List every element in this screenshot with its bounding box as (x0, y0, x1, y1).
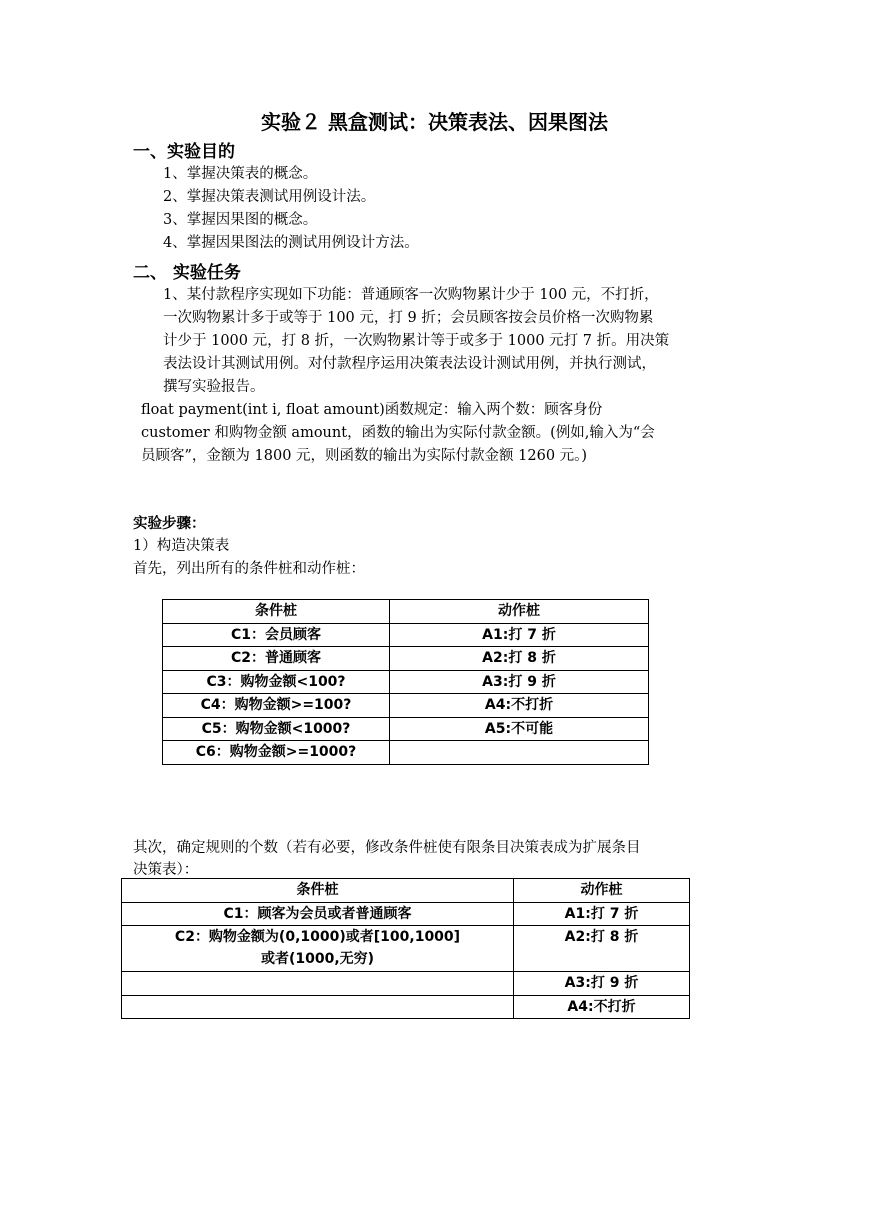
page-title: 实验２ 黑盒测试：决策表法、因果图法 (261, 110, 608, 134)
action-cell: A3:打 9 折 (514, 972, 690, 996)
table-header-row (122, 879, 690, 903)
condition-cell (122, 926, 514, 972)
table-row (163, 647, 649, 671)
table-row (163, 623, 649, 647)
steps-heading: 实验步骤： (133, 516, 206, 532)
table-row (122, 926, 690, 972)
stub-table (162, 599, 649, 765)
action-cell (390, 741, 649, 765)
task-line: 计少于 1000 元，打 8 折，一次购物累计等于或多于 1000 元打 7 折。用决策 (163, 333, 670, 349)
task-line: 一次购物累计多于或等于 100 元，打 9 折；会员顾客按会员价格一次购物累 (163, 310, 654, 326)
section-heading-objectives: 一、实验目的 (133, 142, 235, 162)
table-row (122, 902, 690, 926)
action-cell: A5:不可能 (390, 717, 649, 741)
condition-cell: C5：购物金额<1000? (163, 717, 390, 741)
table-header: 条件桩 (122, 879, 514, 903)
table-header: 条件桩 (163, 600, 390, 624)
objective-item: 4、掌握因果图法的测试用例设计方法。 (163, 235, 419, 251)
condition-line: C2：购物金额为(0,1000)或者[100,1000] (174, 929, 461, 945)
objective-item: 2、掌握决策表测试用例设计法。 (163, 189, 376, 205)
step-1-intro: 首先，列出所有的条件桩和动作桩： (133, 561, 365, 577)
condition-cell: C1：顾客为会员或者普通顾客 (122, 902, 514, 926)
table-row (163, 717, 649, 741)
condition-cell: C6：购物金额>=1000? (163, 741, 390, 765)
condition-cell: C2：普通顾客 (163, 647, 390, 671)
table-row (163, 741, 649, 765)
rules-intro-line: 其次，确定规则的个数（若有必要，修改条件桩使有限条目决策表成为扩展条目 (133, 840, 641, 856)
extended-stub-table (121, 878, 690, 1019)
task-line: 1、某付款程序实现如下功能：普通顾客一次购物累计少于 100 元，不打折， (163, 287, 659, 303)
condition-cell (122, 995, 514, 1019)
action-cell: A4:不打折 (514, 995, 690, 1019)
condition-cell: C4：购物金额>=100? (163, 694, 390, 718)
objective-item: 3、掌握因果图的概念。 (163, 212, 318, 228)
condition-line: 或者(1000,无穷) (260, 951, 375, 967)
table-row (122, 995, 690, 1019)
action-cell: A1:打 7 折 (514, 902, 690, 926)
condition-cell (122, 972, 514, 996)
table-header: 动作桩 (390, 600, 649, 624)
action-cell: A2:打 8 折 (390, 647, 649, 671)
action-cell: A2:打 8 折 (514, 926, 690, 972)
table-header: 动作桩 (514, 879, 690, 903)
condition-cell: C3：购物金额<100? (163, 670, 390, 694)
task-line: 表法设计其测试用例。对付款程序运用决策表法设计测试用例，并执行测试， (163, 356, 656, 372)
function-spec-line: 员顾客”，金额为 1800 元，则函数的输出为实际付款金额 1260 元。) (141, 448, 588, 464)
action-cell: A3:打 9 折 (390, 670, 649, 694)
action-cell: A4:不打折 (390, 694, 649, 718)
function-spec-line: float payment(int i, float amount)函数规定：输入两个数：顾客身份 (141, 402, 603, 418)
task-line: 撰写实验报告。 (163, 379, 265, 395)
condition-cell: C1：会员顾客 (163, 623, 390, 647)
table-header-row (163, 600, 649, 624)
section-heading-tasks: 二、 实验任务 (133, 263, 241, 283)
objective-item: 1、掌握决策表的概念。 (163, 166, 318, 182)
rules-intro-line: 决策表）： (133, 862, 199, 878)
function-spec-line: customer 和购物金额 amount，函数的输出为实际付款金额。(例如,输入为“会 (141, 425, 655, 441)
action-cell: A1:打 7 折 (390, 623, 649, 647)
table-row (163, 694, 649, 718)
table-row (122, 972, 690, 996)
table-row (163, 670, 649, 694)
step-1-label: 1）构造决策表 (133, 538, 230, 554)
